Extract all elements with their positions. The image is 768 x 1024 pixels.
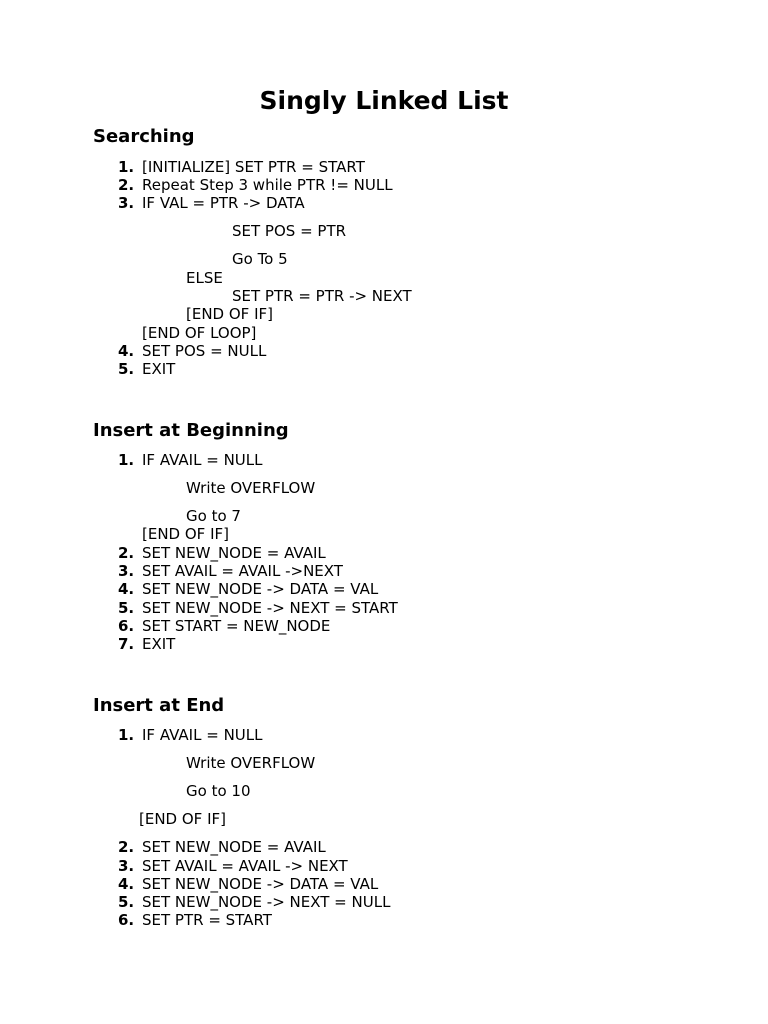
- step-number: 2.: [118, 176, 135, 194]
- step-number: 1.: [118, 726, 135, 744]
- step-text: SET NEW_NODE -> NEXT = START: [142, 599, 398, 617]
- step-text: EXIT: [142, 635, 176, 653]
- step-text: Repeat Step 3 while PTR != NULL: [142, 176, 393, 194]
- step-number: 1.: [118, 158, 135, 176]
- step-substatement: Write OVERFLOW: [186, 754, 316, 772]
- section-heading-insert-beginning: Insert at Beginning: [93, 420, 289, 441]
- step-number: 2.: [118, 544, 135, 562]
- step-text: SET AVAIL = AVAIL ->NEXT: [142, 562, 343, 580]
- step-substatement: SET PTR = PTR -> NEXT: [232, 287, 412, 305]
- step-text: SET NEW_NODE -> DATA = VAL: [142, 875, 379, 893]
- step-text: SET PTR = START: [142, 911, 272, 929]
- step-substatement: SET POS = PTR: [232, 222, 347, 240]
- step-substatement: [END OF IF]: [142, 525, 229, 543]
- step-substatement: [END OF LOOP]: [142, 324, 257, 342]
- step-text: SET AVAIL = AVAIL -> NEXT: [142, 857, 348, 875]
- step-text: SET NEW_NODE -> DATA = VAL: [142, 580, 379, 598]
- step-number: 6.: [118, 911, 135, 929]
- step-substatement: Write OVERFLOW: [186, 479, 316, 497]
- step-substatement: [END OF IF]: [139, 810, 226, 828]
- section-heading-insert-end: Insert at End: [93, 695, 225, 716]
- step-text: SET NEW_NODE -> NEXT = NULL: [142, 893, 391, 911]
- step-text: EXIT: [142, 360, 176, 378]
- step-text: IF AVAIL = NULL: [142, 726, 263, 744]
- step-number: 3.: [118, 857, 135, 875]
- page-title: Singly Linked List: [259, 86, 509, 115]
- step-number: 2.: [118, 838, 135, 856]
- step-text: IF AVAIL = NULL: [142, 451, 263, 469]
- step-text: SET START = NEW_NODE: [142, 617, 331, 635]
- step-text: IF VAL = PTR -> DATA: [142, 194, 305, 212]
- step-number: 5.: [118, 893, 135, 911]
- step-number: 4.: [118, 875, 135, 893]
- step-substatement: ELSE: [186, 269, 223, 287]
- step-substatement: [END OF IF]: [186, 305, 273, 323]
- step-number: 1.: [118, 451, 135, 469]
- step-number: 5.: [118, 360, 135, 378]
- step-number: 7.: [118, 635, 135, 653]
- step-text: SET NEW_NODE = AVAIL: [142, 544, 326, 562]
- step-number: 4.: [118, 342, 135, 360]
- step-text: SET NEW_NODE = AVAIL: [142, 838, 326, 856]
- step-number: 4.: [118, 580, 135, 598]
- step-number: 6.: [118, 617, 135, 635]
- step-substatement: Go to 7: [186, 507, 241, 525]
- step-number: 3.: [118, 194, 135, 212]
- step-text: SET POS = NULL: [142, 342, 267, 360]
- section-heading-searching: Searching: [93, 126, 195, 147]
- step-substatement: Go to 10: [186, 782, 251, 800]
- step-number: 3.: [118, 562, 135, 580]
- step-text: [INITIALIZE] SET PTR = START: [142, 158, 365, 176]
- step-number: 5.: [118, 599, 135, 617]
- step-substatement: Go To 5: [232, 250, 288, 268]
